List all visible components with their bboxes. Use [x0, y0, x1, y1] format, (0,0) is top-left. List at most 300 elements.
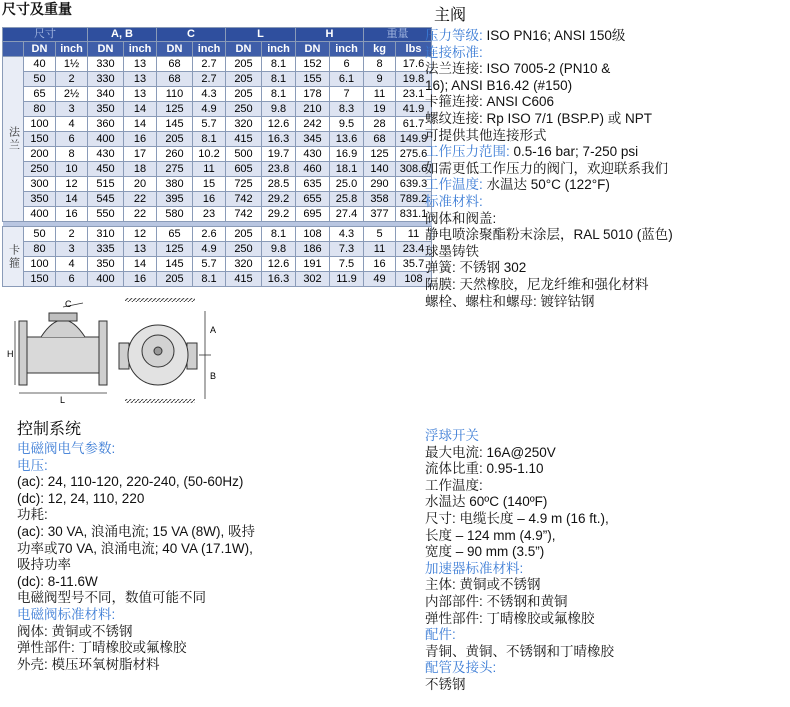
table-cell: 16.3 [262, 272, 296, 287]
table-cell: 377 [364, 207, 396, 222]
table-row [3, 257, 432, 272]
spec-line [425, 528, 614, 545]
table-cell: 16 [56, 207, 88, 222]
table-cell: 205 [157, 272, 193, 287]
table-cell: 545 [88, 192, 124, 207]
table-cell: 155 [296, 72, 330, 87]
table-cell: 28 [364, 117, 396, 132]
spec-line [425, 227, 673, 244]
spec-line [17, 607, 255, 624]
table-cell: 205 [226, 87, 262, 102]
table-cell: 11 [364, 87, 396, 102]
table-cell: 8.1 [262, 227, 296, 242]
flange-group-label: 法兰 [3, 57, 24, 222]
table-cell: 380 [157, 177, 193, 192]
table-group-header: 重量 [364, 28, 432, 42]
table-cell: 29.2 [262, 192, 296, 207]
table-cell: 110 [157, 87, 193, 102]
spec-text: 水温达 50°C (122°F) [482, 177, 610, 193]
valve-dimension-drawing [5, 293, 220, 411]
table-cell: 12 [56, 177, 88, 192]
table-cell: 345 [296, 132, 330, 147]
table-cell: 4 [56, 117, 88, 132]
dim-label-b: B [210, 371, 217, 381]
spec-line [425, 45, 673, 62]
table-cell: 9.8 [262, 102, 296, 117]
table-header-cell [3, 42, 24, 57]
table-cell: 150 [24, 132, 56, 147]
table-cell: 2.6 [193, 227, 226, 242]
spec-text: 不锈钢 [425, 676, 466, 692]
table-cell: 2.7 [193, 72, 226, 87]
table-cell: 242 [296, 117, 330, 132]
table-group-header-row [3, 28, 432, 42]
table-row [3, 117, 432, 132]
spec-text: 可提供其他连接形式 [425, 127, 547, 143]
spec-text: ISO PN16; ANSI 150级 [482, 28, 626, 43]
table-header-cell: lbs [396, 42, 432, 57]
table-cell: 330 [88, 72, 124, 87]
spec-line [425, 194, 673, 211]
table-cell: 11 [396, 227, 432, 242]
table-cell: 16 [124, 272, 157, 287]
spec-line [425, 28, 673, 45]
spec-line [425, 577, 614, 594]
table-cell: 350 [88, 257, 124, 272]
table-header-cell: inch [124, 42, 157, 57]
table-cell: 400 [88, 132, 124, 147]
spec-text: (dc): 12, 24, 110, 220 [17, 490, 145, 506]
front-view-drawing [119, 298, 211, 403]
table-cell: 310 [88, 227, 124, 242]
table-cell: 150 [24, 272, 56, 287]
spec-line [17, 441, 255, 458]
spec-text: 流体比重: 0.95-1.10 [425, 461, 544, 477]
table-cell: 8 [364, 57, 396, 72]
table-cell: 9.8 [262, 242, 296, 257]
table-cell: 12 [124, 227, 157, 242]
table-cell: 360 [88, 117, 124, 132]
main-valve-specs [425, 28, 673, 310]
table-cell: 7.5 [330, 257, 364, 272]
spec-text: 电磁阀型号不同，数值可能不同 [17, 590, 206, 606]
table-header-cell: inch [330, 42, 364, 57]
table-header-cell: DN [296, 42, 330, 57]
table-cell: 23.8 [262, 162, 296, 177]
table-cell: 68 [157, 57, 193, 72]
table-cell: 49 [364, 272, 396, 287]
table-cell: 3 [56, 242, 88, 257]
dim-label-a: A [210, 325, 217, 335]
table-cell: 335 [88, 242, 124, 257]
table-row [3, 57, 432, 72]
spec-text: 如需更低工作压力的阀门，欢迎联系我们 [425, 160, 668, 176]
spec-text: 16); ANSI B16.42 (#150) [425, 77, 573, 93]
table-cell: 2.7 [193, 57, 226, 72]
spec-text: 长度 – 124 mm (4.9”), [425, 527, 556, 543]
table-cell: 100 [24, 117, 56, 132]
table-cell: 7.3 [330, 242, 364, 257]
table-cell: 13 [124, 87, 157, 102]
table-cell: 16.3 [262, 132, 296, 147]
spec-line [425, 144, 673, 161]
table-cell: 250 [226, 242, 262, 257]
table-cell: 655 [296, 192, 330, 207]
table-cell: 6 [56, 132, 88, 147]
table-cell: 8.1 [262, 72, 296, 87]
table-body [3, 57, 432, 287]
table-cell: 550 [88, 207, 124, 222]
table-cell: 68 [364, 132, 396, 147]
spec-text: 水温达 60ºC (140ºF) [425, 494, 548, 510]
spec-line [17, 574, 255, 591]
valve-drawings [5, 293, 220, 416]
table-cell: 18.1 [330, 162, 364, 177]
table-group-header: A, B [88, 28, 157, 42]
table-cell: 80 [24, 102, 56, 117]
table-cell: 450 [88, 162, 124, 177]
table-cell: 290 [364, 177, 396, 192]
table-cell: 145 [157, 257, 193, 272]
table-cell: 695 [296, 207, 330, 222]
spec-line [425, 561, 614, 578]
spec-line [17, 541, 255, 558]
table-cell: 7 [330, 87, 364, 102]
table-cell: 4.3 [193, 87, 226, 102]
table-cell: 50 [24, 227, 56, 242]
spec-line [17, 640, 255, 657]
table-cell: 40 [24, 57, 56, 72]
table-cell: 500 [226, 147, 262, 162]
table-cell: 205 [157, 132, 193, 147]
table-cell: 23 [193, 207, 226, 222]
table-cell: 16 [124, 132, 157, 147]
table-group-header: 尺寸 [3, 28, 88, 42]
spec-label: 标准材料: [425, 193, 483, 209]
table-cell: 302 [296, 272, 330, 287]
table-cell: 25.8 [330, 192, 364, 207]
table-cell: 13 [124, 242, 157, 257]
table-cell: 14 [124, 257, 157, 272]
table-cell: 515 [88, 177, 124, 192]
spec-line [425, 461, 614, 478]
table-cell: 61.7 [396, 117, 432, 132]
spec-text: 阀体: 黄铜或不锈钢 [17, 623, 133, 639]
table-cell: 10 [56, 162, 88, 177]
table-cell: 19 [364, 102, 396, 117]
table-cell: 340 [88, 87, 124, 102]
spec-line [425, 494, 614, 511]
table-cell: 400 [24, 207, 56, 222]
spec-line [425, 177, 673, 194]
table-header-cell: DN [226, 42, 262, 57]
table-cell: 2½ [56, 87, 88, 102]
spec-line [425, 78, 673, 95]
table-cell: 275.6 [396, 147, 432, 162]
table-cell: 300 [24, 177, 56, 192]
table-cell: 125 [157, 242, 193, 257]
table-cell: 125 [364, 147, 396, 162]
table-cell: 16 [193, 192, 226, 207]
spec-line [425, 94, 673, 111]
spec-line [425, 544, 614, 561]
table-cell: 28.5 [262, 177, 296, 192]
table-cell: 250 [24, 162, 56, 177]
table-cell: 4.9 [193, 102, 226, 117]
table-row [3, 102, 432, 117]
table-subheader-row [3, 42, 432, 57]
table-cell: 20 [124, 177, 157, 192]
table-cell: 350 [88, 102, 124, 117]
table-cell: 210 [296, 102, 330, 117]
spec-text: 宽度 – 90 mm (3.5”) [425, 544, 545, 560]
dim-label-c: C [65, 299, 72, 309]
dimensions-table [2, 27, 432, 287]
table-header-cell: DN [24, 42, 56, 57]
table-header-cell: inch [193, 42, 226, 57]
table-cell: 11.9 [330, 272, 364, 287]
table-cell: 6 [330, 57, 364, 72]
spec-line [425, 161, 673, 178]
table-cell: 152 [296, 57, 330, 72]
table-row [3, 272, 432, 287]
table-cell: 8.1 [262, 57, 296, 72]
table-header-cell: inch [262, 42, 296, 57]
table-cell: 14 [124, 102, 157, 117]
spec-line [425, 644, 614, 661]
spec-text: 工作温度: [425, 477, 483, 493]
table-cell: 580 [157, 207, 193, 222]
dim-label-l: L [60, 395, 66, 405]
table-cell: 205 [226, 227, 262, 242]
spec-label: 电压: [17, 457, 48, 473]
table-cell: 13.6 [330, 132, 364, 147]
spec-label: 加速器标准材料: [425, 560, 524, 576]
table-cell: 4.3 [330, 227, 364, 242]
spec-text: 0.5-16 bar; 7-250 psi [509, 144, 639, 160]
spec-text: 弹簧: 不锈钢 302 [425, 260, 527, 276]
table-row [3, 87, 432, 102]
table-cell: 12.6 [262, 257, 296, 272]
table-cell: 50 [24, 72, 56, 87]
spec-line [425, 627, 614, 644]
clamp-group-label: 卡箍 [3, 227, 24, 287]
spec-text: 阀体和阀盖: [425, 210, 497, 226]
table-group-header: H [296, 28, 364, 42]
table-header-cell: DN [157, 42, 193, 57]
table-cell: 29.2 [262, 207, 296, 222]
table-cell: 205 [226, 57, 262, 72]
table-cell: 3 [56, 102, 88, 117]
spec-text: 青铜、黄铜、不锈钢和丁晴橡胶 [425, 643, 614, 659]
table-cell: 320 [226, 257, 262, 272]
spec-line [425, 260, 673, 277]
table-cell: 25.0 [330, 177, 364, 192]
table-cell: 145 [157, 117, 193, 132]
dim-label-h: H [7, 349, 14, 359]
spec-line [425, 428, 614, 445]
table-cell: 68 [157, 72, 193, 87]
spec-line [425, 445, 614, 462]
table-cell: 22 [124, 207, 157, 222]
spec-text: 功耗: [17, 507, 48, 523]
table-cell: 5 [364, 227, 396, 242]
spec-line [425, 611, 614, 628]
table-cell: 415 [226, 132, 262, 147]
spec-text: 法兰连接: ISO 7005-2 (PN10 & [425, 61, 611, 77]
table-cell: 17.6 [396, 57, 432, 72]
table-header-cell: inch [56, 42, 88, 57]
table-cell: 35.7 [396, 257, 432, 272]
spec-line [425, 594, 614, 611]
table-cell: 178 [296, 87, 330, 102]
table-cell: 18 [124, 162, 157, 177]
table-cell: 11 [364, 242, 396, 257]
spec-line [425, 211, 673, 228]
spec-label: 压力等级: [425, 28, 483, 43]
table-cell: 108 [296, 227, 330, 242]
spec-label: 浮球开关 [425, 428, 479, 443]
table-header-cell: kg [364, 42, 396, 57]
table-row [3, 132, 432, 147]
table-cell: 742 [226, 207, 262, 222]
table-cell: 8.3 [330, 102, 364, 117]
table-cell: 605 [226, 162, 262, 177]
table-cell: 430 [88, 147, 124, 162]
table-cell: 350 [24, 192, 56, 207]
spec-line [425, 660, 614, 677]
table-cell: 13 [124, 72, 157, 87]
spec-line [425, 677, 614, 694]
table-cell: 6.1 [330, 72, 364, 87]
spec-label: 工作温度: [425, 177, 483, 193]
table-cell: 100 [24, 257, 56, 272]
table-cell: 23.4 [396, 242, 432, 257]
spec-text: 主体: 黄铜或不锈钢 [425, 577, 541, 593]
table-cell: 108 [396, 272, 432, 287]
table-cell: 639.3 [396, 177, 432, 192]
table-header-cell: DN [88, 42, 124, 57]
spec-text: 螺纹连接: Rp ISO 7/1 (BSP.P) 或 NPT [425, 110, 653, 126]
table-cell: 16.9 [330, 147, 364, 162]
table-cell: 16 [364, 257, 396, 272]
spec-label: 连接标准: [425, 44, 483, 60]
spec-text: 弹性部件: 丁晴橡胶或氟橡胶 [425, 610, 595, 626]
table-cell: 5.7 [193, 117, 226, 132]
spec-text: 静电喷涂聚酯粉末涂层，RAL 5010 (蓝色) [425, 227, 673, 243]
table-cell: 6 [56, 272, 88, 287]
dimensions-title: 尺寸及重量 [2, 1, 72, 17]
table-cell: 41.9 [396, 102, 432, 117]
side-view-drawing [15, 303, 107, 393]
table-row [3, 192, 432, 207]
main-valve-title: 主阀 [434, 7, 467, 24]
control-system-title: 控制系统 [17, 421, 82, 438]
spec-line [425, 478, 614, 495]
table-cell: 9 [364, 72, 396, 87]
table-cell: 4.9 [193, 242, 226, 257]
spec-label: 配件: [425, 627, 456, 643]
spec-text: 隔膜: 天然橡胶，尼龙纤维和强化材料 [425, 276, 649, 292]
spec-text: (dc): 8-11.6W [17, 573, 98, 589]
table-cell: 330 [88, 57, 124, 72]
spec-text: 外壳: 模压环氧树脂材料 [17, 656, 160, 672]
table-cell: 22 [124, 192, 157, 207]
table-cell: 8 [56, 147, 88, 162]
float-switch-specs [425, 428, 614, 694]
table-cell: 8.1 [193, 132, 226, 147]
table-row [3, 72, 432, 87]
spec-line [425, 294, 673, 311]
spec-line [17, 458, 255, 475]
spec-label: 工作压力范围: [425, 144, 510, 160]
table-cell: 10.2 [193, 147, 226, 162]
table-cell: 15 [193, 177, 226, 192]
table-cell: 12.6 [262, 117, 296, 132]
table-cell: 8.1 [262, 87, 296, 102]
table-cell: 17 [124, 147, 157, 162]
table-cell: 14 [56, 192, 88, 207]
table-cell: 2 [56, 227, 88, 242]
spec-line [425, 111, 673, 128]
table-group-header: L [226, 28, 296, 42]
table-row [3, 242, 432, 257]
table-cell: 400 [88, 272, 124, 287]
table-cell: 205 [226, 72, 262, 87]
table-row [3, 227, 432, 242]
table-cell: 13 [124, 57, 157, 72]
spec-line [425, 61, 673, 78]
table-cell: 23.1 [396, 87, 432, 102]
table-cell: 308.6 [396, 162, 432, 177]
table-cell: 275 [157, 162, 193, 177]
spec-text: (ac): 24, 110-120, 220-240, (50-60Hz) [17, 474, 244, 490]
spec-line [425, 277, 673, 294]
spec-label: 电磁阀标准材料: [17, 606, 116, 622]
spec-line [17, 474, 255, 491]
table-cell: 320 [226, 117, 262, 132]
spec-text: (ac): 30 VA, 浪涌电流; 15 VA (8W), 吸持 [17, 523, 256, 539]
table-row [3, 177, 432, 192]
table-cell: 27.4 [330, 207, 364, 222]
spec-text: 尺寸: 电缆长度 – 4.9 m (16 ft.), [425, 510, 609, 526]
spec-text: 球墨铸铁 [425, 243, 479, 259]
table-row [3, 162, 432, 177]
table-cell: 831.1 [396, 207, 432, 222]
table-row [3, 207, 432, 222]
spec-line [425, 244, 673, 261]
spec-line [17, 624, 255, 641]
table-cell: 789.2 [396, 192, 432, 207]
table-cell: 9.5 [330, 117, 364, 132]
spec-line [17, 557, 255, 574]
table-cell: 200 [24, 147, 56, 162]
spec-text: 功率或70 VA, 浪涌电流; 40 VA (17.1W), [17, 540, 253, 556]
spec-line [425, 511, 614, 528]
control-system-specs [17, 441, 255, 673]
spec-text: 卡箍连接: ANSI C606 [425, 94, 555, 110]
table-cell: 2 [56, 72, 88, 87]
spec-label: 配管及接头: [425, 660, 497, 676]
table-row [3, 147, 432, 162]
table-cell: 65 [157, 227, 193, 242]
spec-text: 内部部件: 不锈钢和黄铜 [425, 593, 568, 609]
table-group-header: C [157, 28, 226, 42]
table-cell: 65 [24, 87, 56, 102]
table-cell: 725 [226, 177, 262, 192]
table-cell: 19.8 [396, 72, 432, 87]
spec-text: 螺栓、螺柱和螺母: 镀锌钴钢 [425, 293, 595, 309]
